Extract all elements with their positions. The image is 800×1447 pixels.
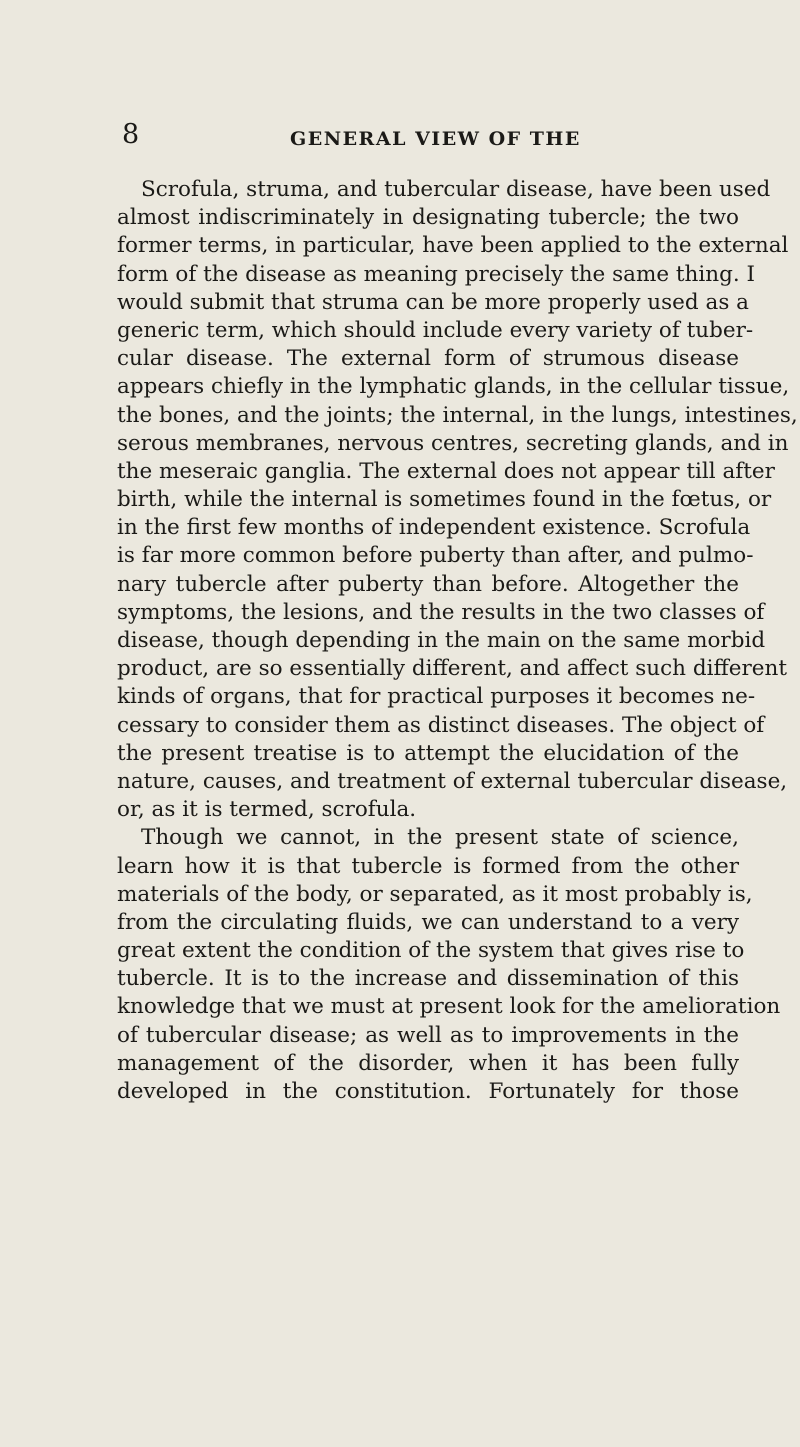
text-line: in the first few months of independent existence. Scrofula (117, 515, 751, 541)
text-line: nature, causes, and treatment of external tubercular disease, (117, 768, 788, 794)
text-line: great extent the condition of the system that gives rise to (117, 938, 745, 964)
text-line: management of the disorder, when it has been fully (117, 1050, 739, 1076)
text-line: nary tubercle after puberty than before. Altogether the (117, 571, 739, 597)
text-line: symptoms, the lesions, and the results in the two classes of (117, 599, 765, 625)
text-line: the present treatise is to attempt the elucidation of the (117, 740, 739, 766)
text-line: almost indiscriminately in designating tubercle; the two (117, 205, 739, 231)
paragraph-1 (117, 176, 798, 824)
text-line: cular disease. The external form of strumous disease (117, 346, 739, 372)
text-line: the bones, and the joints; the internal, in the lungs, intestines, (117, 402, 798, 428)
text-line: kinds of organs, that for practical purposes it becomes ne- (117, 684, 756, 710)
text-line: Though we cannot, in the present state of science, (141, 825, 739, 851)
running-head: GENERAL VIEW OF THE (290, 128, 581, 150)
text-line: or, as it is termed, scrofula. (117, 797, 417, 823)
paragraph-2 (117, 824, 781, 1106)
text-line: learn how it is that tubercle is formed from the other (117, 853, 739, 879)
text-line: cessary to consider them as distinct diseases. The object of (117, 712, 765, 738)
text-line: the meseraic ganglia. The external does not appear till after (117, 458, 775, 484)
text-line: appears chiefly in the lymphatic glands, in the cellular tissue, (117, 374, 790, 400)
text-line: of tubercular disease; as well as to improvements in the (117, 1022, 739, 1048)
text-line: generic term, which should include every variety of tuber- (117, 317, 754, 343)
text-line: product, are so essentially different, and affect such different (117, 656, 787, 682)
text-line: would submit that struma can be more properly used as a (117, 289, 750, 315)
text-line: form of the disease as meaning precisely the same thing. I (117, 261, 756, 287)
text-line: tubercle. It is to the increase and dissemination of this (117, 966, 739, 992)
body-text (117, 176, 798, 1106)
text-line: from the circulating fluids, we can understand to a very (117, 909, 739, 935)
text-line: disease, though depending in the main on the same morbid (117, 628, 766, 653)
text-line: materials of the body, or separated, as it most probably is, (117, 881, 753, 907)
page-number: 8 (122, 119, 140, 150)
text-line: former terms, in particular, have been applied to the external (117, 233, 789, 259)
text-line: birth, while the internal is sometimes found in the fœtus, or (117, 487, 772, 513)
text-line: knowledge that we must at present look for the amelioration (117, 994, 781, 1020)
text-line: Scrofula, struma, and tubercular disease, have been used (141, 177, 771, 202)
text-line: developed in the constitution. Fortunately for those (117, 1079, 739, 1104)
text-line: serous membranes, nervous centres, secreting glands, and in (117, 430, 789, 456)
text-line: is far more common before puberty than after, and pulmo- (117, 543, 754, 569)
